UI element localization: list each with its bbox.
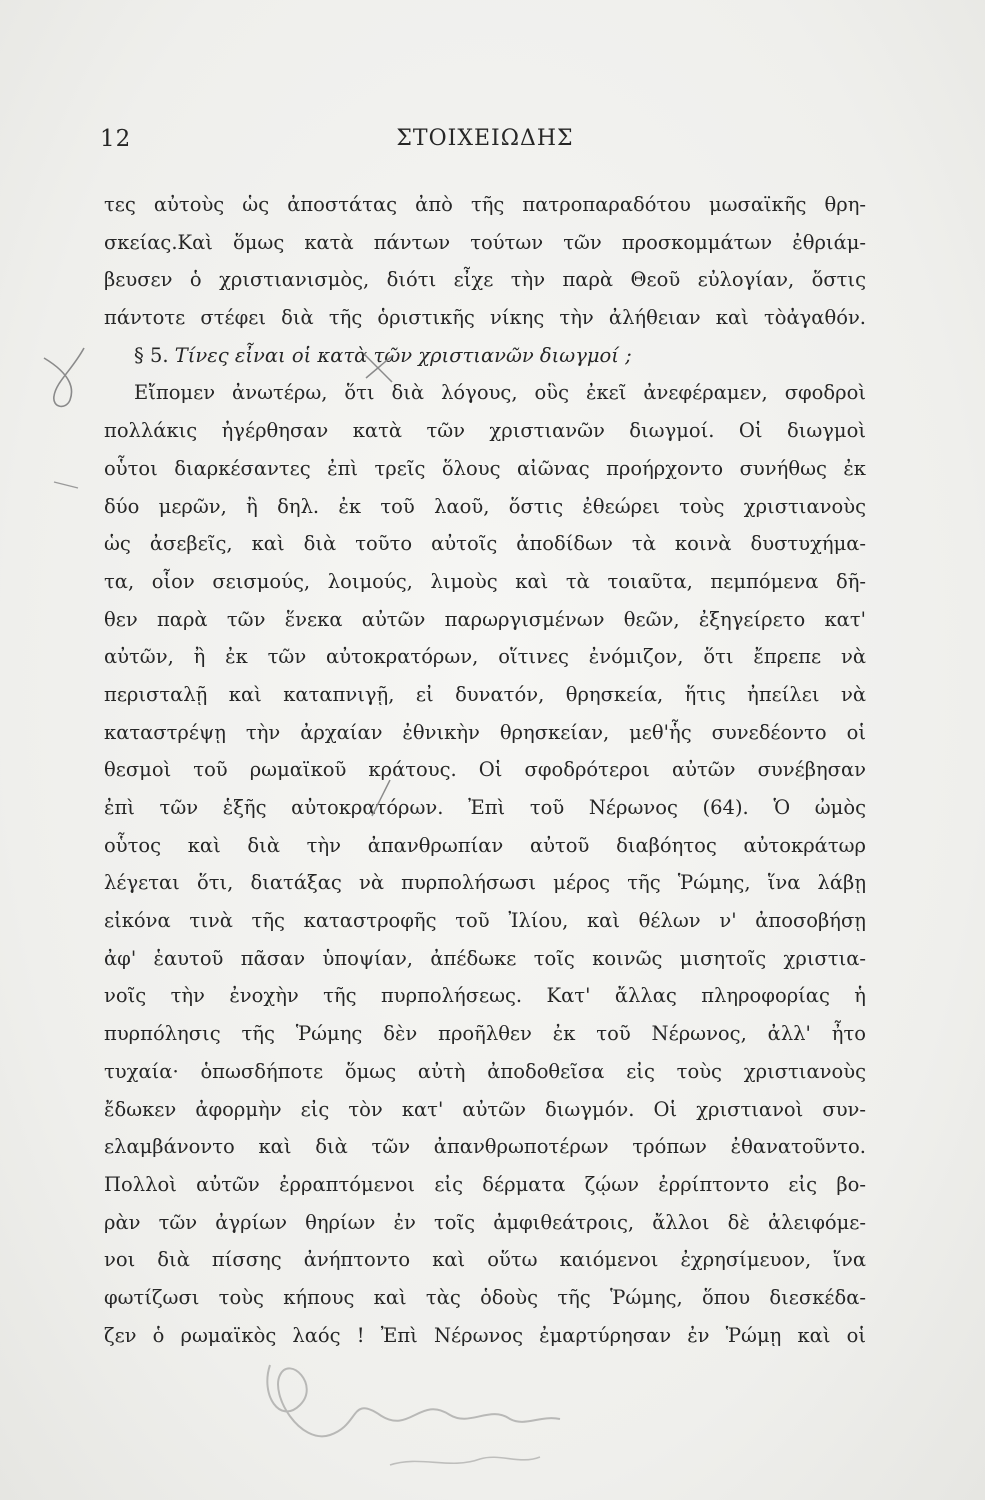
text-line: οὗτοι διαρκέσαντες ἐπὶ τρεῖς ὅλους αἰῶνας προήρχοντο συνήθως ἐκ	[104, 456, 866, 480]
text-line: αὐτῶν, ἢ ἐκ τῶν αὐτοκρατόρων, οἵτινες ἐνόμιζον, ὅτι ἔπρεπε νὰ	[104, 645, 866, 669]
page-number: 12	[100, 126, 132, 152]
text-line: φωτίζωσι τοὺς κήπους καὶ τὰς ὁδοὺς τῆς Ῥώμης, ὅπου διεσκέδα-	[104, 1285, 866, 1309]
text-line: ἔδωκεν ἀφορμὴν εἰς τὸν κατ' αὐτῶν διωγμόν. Οἱ χριστιανοὶ συν-	[104, 1097, 866, 1121]
text-line: πυρπόλησις τῆς Ῥώμης δὲν προῆλθεν ἐκ τοῦ Νέρωνος, ἀλλ' ἦτο	[104, 1022, 866, 1046]
body-text	[104, 186, 866, 1354]
text-line: τες αὐτοὺς ὡς ἀποστάτας ἀπὸ τῆς πατροπαραδότου μωσαϊκῆς θρη-	[104, 193, 866, 216]
text-line: πάντοτε στέφει διὰ τῆς ὁριστικῆς νίκης τὴν ἀλήθειαν καὶ τὸἀγαθόν.	[104, 306, 866, 330]
section-heading	[104, 337, 866, 375]
text-line: ὡς ἀσεβεῖς, καὶ διὰ τοῦτο αὐτοῖς ἀποδίδων τὰ κοινὰ δυστυχήμα-	[104, 532, 866, 556]
text-line: λέγεται ὅτι, διατάξας νὰ πυρπολήσωσι μέρος τῆς Ῥώμης, ἵνα λάβῃ	[104, 871, 866, 895]
text-line: ρὰν τῶν ἀγρίων θηρίων ἐν τοῖς ἀμφιθεάτροις, ἄλλοι δὲ ἀλειφόμε-	[104, 1210, 866, 1234]
text-line: νοῖς τὴν ἐνοχὴν τῆς πυρπολήσεως. Κατ' ἄλλας πληροφορίας ἡ	[104, 984, 866, 1008]
text-line: περισταλῇ καὶ καταπνιγῇ, εἰ δυνατόν, θρησκεία, ἥτις ἠπείλει νὰ	[104, 682, 866, 706]
text-line: οὗτος καὶ διὰ τὴν ἀπανθρωπίαν αὐτοῦ διαβόητος αὐτοκράτωρ	[104, 833, 866, 857]
section-title: Τίνες εἶναι οἱ κατὰ τῶν χριστιανῶν διωγμοί ;	[174, 343, 632, 367]
text-line: νοι διὰ πίσσης ἀνήπτοντο καὶ οὕτω καιόμενοι ἐχρησίμευον, ἵνα	[104, 1248, 866, 1272]
text-line: θεν παρὰ τῶν ἕνεκα αὐτῶν παρωργισμένων θεῶν, ἐξηγείρετο κατ'	[104, 607, 866, 631]
running-title: ΣΤΟΙΧΕΙΩΔΗΣ	[396, 126, 574, 151]
section-number: § 5.	[134, 343, 169, 367]
text-line: ἐπὶ τῶν ἑξῆς αὐτοκρατόρων. Ἐπὶ τοῦ Νέρωνος (64). Ὁ ὠμὸς	[104, 796, 866, 819]
margin-tick-mark-icon	[52, 478, 82, 492]
text-line: θεσμοὶ τοῦ ρωμαϊκοῦ κράτους. Οἱ σφοδρότεροι αὐτῶν συνέβησαν	[104, 758, 866, 782]
text-line: Πολλοὶ αὐτῶν ἐρραπτόμενοι εἰς δέρματα ζῴων ἐρρίπτοντο εἰς βο-	[104, 1172, 866, 1196]
text-line: δύο μερῶν, ἢ δηλ. ἐκ τοῦ λαοῦ, ὅστις ἐθεώρει τοὺς χριστιανοὺς	[104, 494, 866, 518]
text-line: ελαμβάνοντο καὶ διὰ τῶν ἀπανθρωποτέρων τρόπων ἐθανατοῦντο.	[104, 1135, 866, 1159]
handwritten-signature-icon	[240, 1335, 570, 1485]
text-line: Εἴπομεν ἀνωτέρω, ὅτι διὰ λόγους, οὓς ἐκεῖ ἀνεφέραμεν, σφοδροὶ	[134, 381, 866, 405]
text-line: ζεν ὁ ρωμαϊκὸς λαός ! Ἐπὶ Νέρωνος ἐμαρτύρησαν ἐν Ῥώμῃ καὶ οἱ	[104, 1323, 866, 1347]
text-line: εἰκόνα τινὰ τῆς καταστροφῆς τοῦ Ἰλίου, καὶ θέλων ν' ἀποσοβήσῃ	[104, 909, 866, 933]
text-line: πολλάκις ἠγέρθησαν κατὰ τῶν χριστιανῶν διωγμοί. Οἱ διωγμοὶ	[104, 419, 866, 443]
text-line: βευσεν ὁ χριστιανισμὸς, διότι εἶχε τὴν παρὰ Θεοῦ εὐλογίαν, ὅστις	[104, 268, 866, 292]
margin-pencil-mark-icon	[36, 340, 96, 420]
text-line: τα, οἷον σεισμούς, λοιμούς, λιμοὺς καὶ τὰ τοιαῦτα, πεμπόμενα δῆ-	[104, 569, 866, 593]
text-line: σκείας.Καὶ ὅμως κατὰ πάντων τούτων τῶν προσκομμάτων ἐθριάμ-	[104, 230, 866, 254]
text-line: τυχαία· ὁπωσδήποτε ὅμως αὐτὴ ἀποδοθεῖσα εἰς τοὺς χριστιανοὺς	[104, 1059, 866, 1083]
text-line: καταστρέψῃ τὴν ἀρχαίαν ἐθνικὴν θρησκείαν, μεθ'ἧς συνεδέοντο οἱ	[104, 720, 866, 744]
page-header	[100, 126, 870, 162]
text-line: ἀφ' ἑαυτοῦ πᾶσαν ὑποψίαν, ἀπέδωκε τοῖς κοινῶς μισητοῖς χριστια-	[104, 946, 866, 970]
